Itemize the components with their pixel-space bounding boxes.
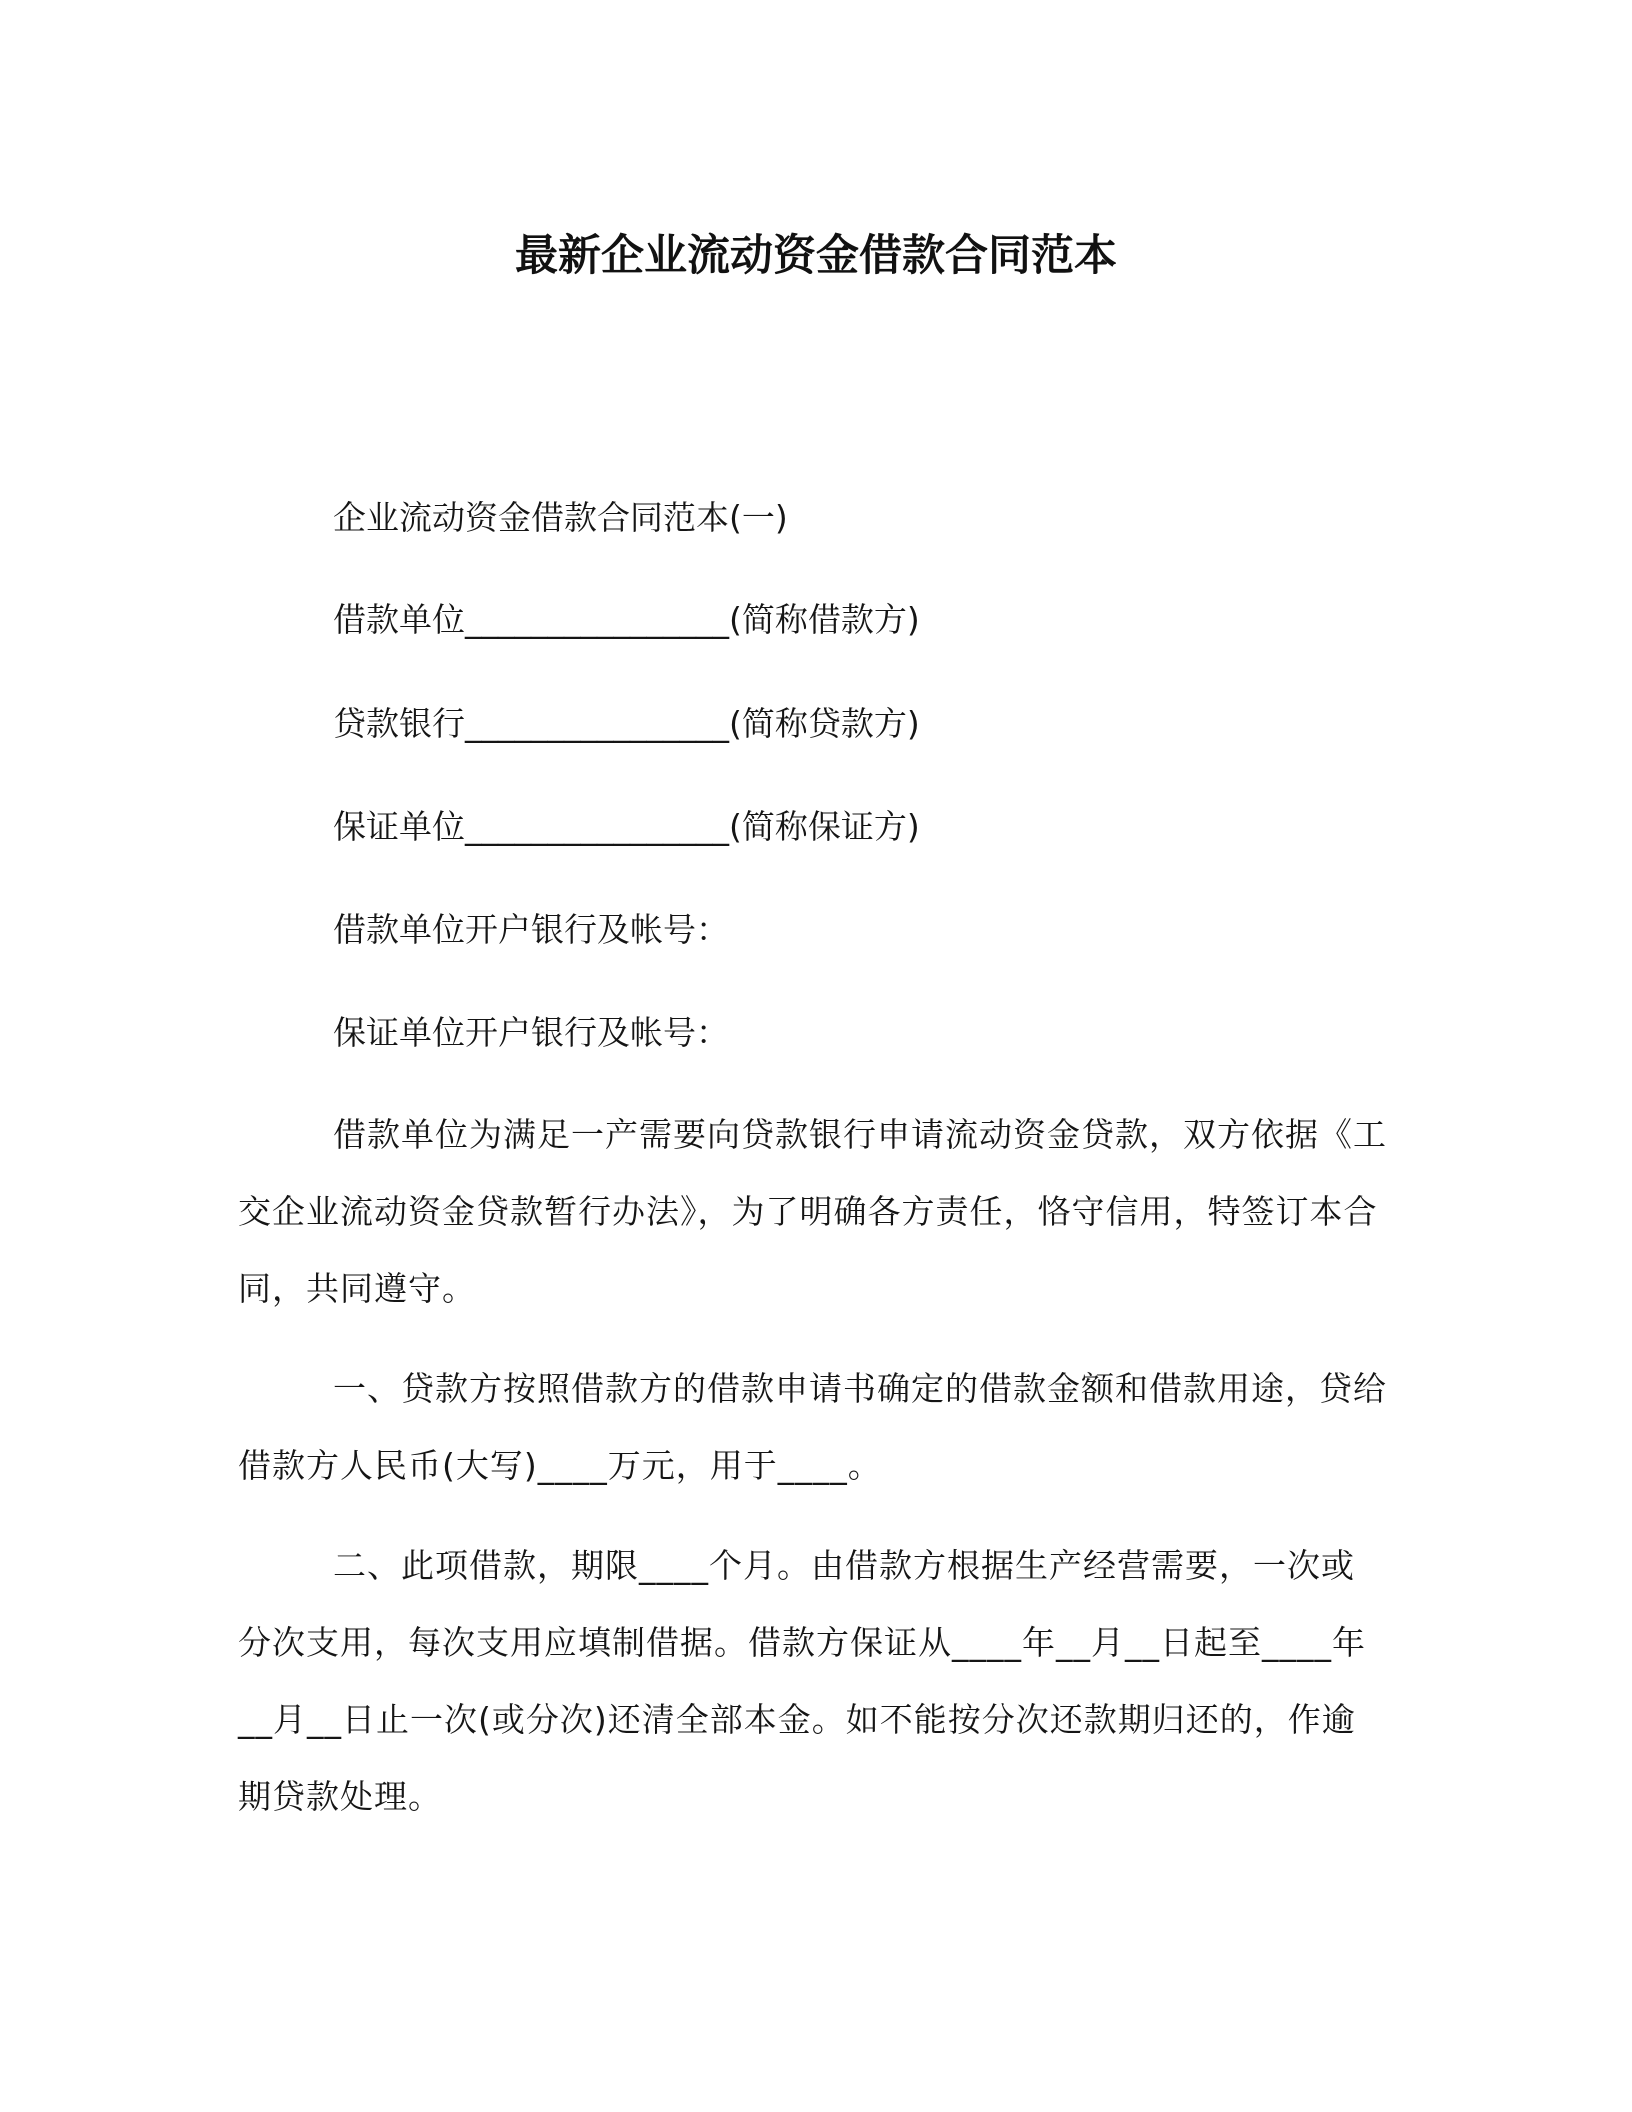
- field-guarantor: 保证单位________________(简称保证方): [333, 807, 920, 846]
- contract-subtitle: 企业流动资金借款合同范本(一): [333, 498, 788, 537]
- paragraph-preamble: 借款单位为满足一产需要向贷款银行申请流动资金贷款，双方依据《工交企业流动资金贷款暂行办法》，为了明确各方责任，恪守信用，特签订本合同，共同遵守。: [238, 1115, 1387, 1308]
- field-lender-bank: 贷款银行________________(简称贷款方): [333, 704, 920, 743]
- field-borrower-account: 借款单位开户银行及帐号：: [333, 910, 729, 949]
- paragraph-clause-1: 一、贷款方按照借款方的借款申请书确定的借款金额和借款用途，贷给借款方人民币(大写)____万元，用于____。: [238, 1369, 1387, 1485]
- field-borrower: 借款单位________________(简称借款方): [333, 600, 920, 639]
- document-title: 最新企业流动资金借款合同范本: [515, 231, 1117, 281]
- paragraph-clause-2: 二、此项借款，期限____个月。由借款方根据生产经营需要，一次或分次支用，每次支用应填制借据。借款方保证从____年__月__日起至____年__月__日止一次(或分次)还清全部本金。如不能按分次还款期归还的，作逾期贷款处理。: [238, 1546, 1366, 1816]
- field-guarantor-account: 保证单位开户银行及帐号：: [333, 1013, 729, 1052]
